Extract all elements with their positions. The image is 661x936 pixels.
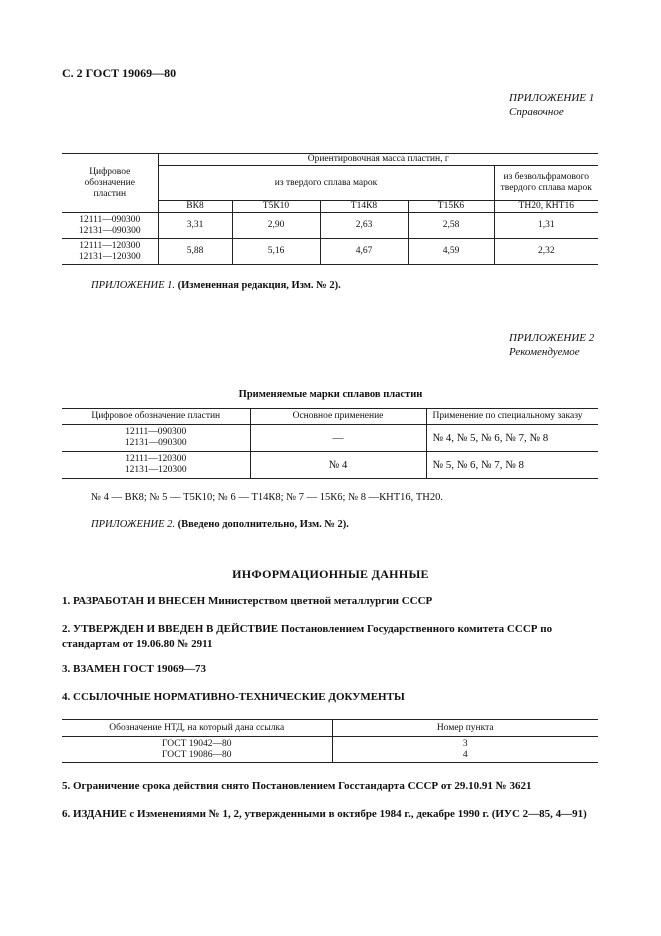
appendix2-heading [509, 331, 594, 359]
table-row [62, 737, 598, 763]
appendix1-type: Справочное [509, 106, 564, 118]
page-header: С. 2 ГОСТ 19069—80 [62, 66, 177, 80]
appendix1-heading [509, 91, 594, 119]
appendix1-note [91, 280, 341, 291]
value-cell: 1,31 [494, 213, 598, 239]
grade-header: ВК8 [158, 201, 232, 213]
alloy-legend: № 4 — ВК8; № 5 — Т5К10; № 6 — Т14К8; № 7 — 15К6; № 8 —КНТ16, ТН20. [91, 492, 443, 503]
item-number: 3. [62, 663, 71, 675]
grade-header: Т14К8 [320, 201, 408, 213]
appendix2-label: ПРИЛОЖЕНИЕ 2 [509, 332, 595, 344]
special-use-cell: № 4, № 5, № 6, № 7, № 8 [426, 425, 598, 452]
item-number: 5. [62, 780, 71, 792]
doc-cell [62, 737, 332, 763]
code-text: 12111—120300 [79, 240, 141, 251]
mass-table-code-header: Цифровое обозначение пластин [84, 166, 135, 199]
appendix1-note-text: (Измененная редакция, Изм. № 2). [177, 280, 341, 291]
item-caps: УТВЕРЖДЕН И ВВЕДЕН В ДЕЙСТВИЕ [73, 623, 279, 635]
value-cell: 4,67 [320, 239, 408, 265]
appendix2-note [91, 519, 349, 530]
code-cell [62, 213, 158, 239]
info-item [62, 779, 602, 794]
table-row [62, 452, 598, 479]
code-cell [62, 425, 250, 452]
info-item [62, 807, 602, 822]
item-caps: ССЫЛОЧНЫЕ НОРМАТИВНО-ТЕХНИЧЕСКИЕ ДОКУМЕНТЫ [73, 691, 405, 703]
item-text: Ограничение срока действия снято Постановлением Госстандарта СССР от 29.10.91 № 3621 [73, 780, 532, 792]
info-item [62, 662, 602, 677]
grade-header: Т5К10 [232, 201, 320, 213]
item-caps: ВЗАМЕН ГОСТ 19069—73 [73, 663, 207, 675]
item-number: 6. [62, 808, 71, 820]
info-title: ИНФОРМАЦИОННЫЕ ДАННЫЕ [232, 567, 429, 581]
item-caps: РАЗРАБОТАН И ВНЕСЕН [73, 595, 206, 607]
mass-table [62, 153, 598, 265]
code-text: 12111—090300 [125, 427, 187, 437]
alloy-table [62, 408, 598, 479]
item-caps: ИЗДАНИЕ [73, 808, 127, 820]
main-use-cell: № 4 [250, 452, 426, 479]
point-text: 3 [462, 738, 468, 749]
reference-table-header: Обозначение НТД, на который дана ссылка [109, 722, 285, 733]
mass-table-tungsten-free-header: из безвольфрамового твердого сплава марок [494, 166, 598, 201]
value-cell: 5,88 [158, 239, 232, 265]
mass-table-hard-header: из твердого сплава марок [158, 166, 494, 201]
special-use-cell: № 5, № 6, № 7, № 8 [426, 452, 598, 479]
value-cell: 2,58 [408, 213, 494, 239]
appendix2-type: Рекомендуемое [509, 346, 580, 358]
table-row [62, 425, 598, 452]
info-item [62, 690, 602, 705]
grade-header: Т15К6 [408, 201, 494, 213]
point-text: 4 [462, 749, 468, 760]
value-cell: 4,59 [408, 239, 494, 265]
appendix1-label: ПРИЛОЖЕНИЕ 1 [509, 92, 595, 104]
alloy-table-header: Основное применение [250, 409, 426, 425]
code-text: 12131—120300 [78, 251, 141, 262]
code-text: 12131—090300 [124, 438, 187, 448]
item-number: 1. [62, 595, 71, 607]
item-text: Постановлением Государственного комитета СССР по стандартам от 19.06.80 № 2911 [62, 623, 553, 650]
table-row [62, 213, 598, 239]
code-text: 12131—120300 [124, 465, 187, 475]
value-cell: 2,32 [494, 239, 598, 265]
value-cell: 3,31 [158, 213, 232, 239]
item-number: 4. [62, 691, 71, 703]
value-cell: 2,90 [232, 213, 320, 239]
code-cell [62, 239, 158, 265]
alloy-table-header: Цифровое обозначение пластин [91, 411, 221, 421]
code-text: 12111—120300 [125, 454, 187, 464]
value-cell: 2,63 [320, 213, 408, 239]
code-text: 12111—090300 [79, 214, 141, 225]
item-text: с Изменениями № 1, 2, утвержденными в октябре 1984 г., декабре 1990 г. (ИУС 2—85, 4—91) [129, 808, 587, 820]
doc-text: ГОСТ 19042—80 [162, 738, 232, 749]
main-use-cell: — [250, 425, 426, 452]
appendix2-note-text: (Введено дополнительно, Изм. № 2). [177, 519, 349, 530]
value-cell: 5,16 [232, 239, 320, 265]
item-number: 2. [62, 623, 71, 635]
reference-table-header: Номер пункта [332, 720, 598, 737]
reference-table [62, 719, 598, 763]
alloy-table-header: Применение по специальному заказу [426, 409, 598, 425]
info-item [62, 622, 602, 652]
point-cell [332, 737, 598, 763]
appendix1-note-label: ПРИЛОЖЕНИЕ 1. [91, 280, 175, 291]
mass-table-mass-header: Ориентировочная масса пластин, г [158, 154, 598, 166]
appendix2-note-label: ПРИЛОЖЕНИЕ 2. [91, 519, 175, 530]
appendix2-table-title: Применяемые марки сплавов пластин [238, 389, 423, 400]
doc-text: ГОСТ 19086—80 [162, 749, 232, 760]
table-row [62, 239, 598, 265]
code-text: 12131—090300 [78, 225, 141, 236]
item-text: Министерством цветной металлургии СССР [207, 595, 433, 607]
info-item [62, 594, 602, 609]
code-cell [62, 452, 250, 479]
grade-header: ТН20, КНТ16 [494, 201, 598, 213]
